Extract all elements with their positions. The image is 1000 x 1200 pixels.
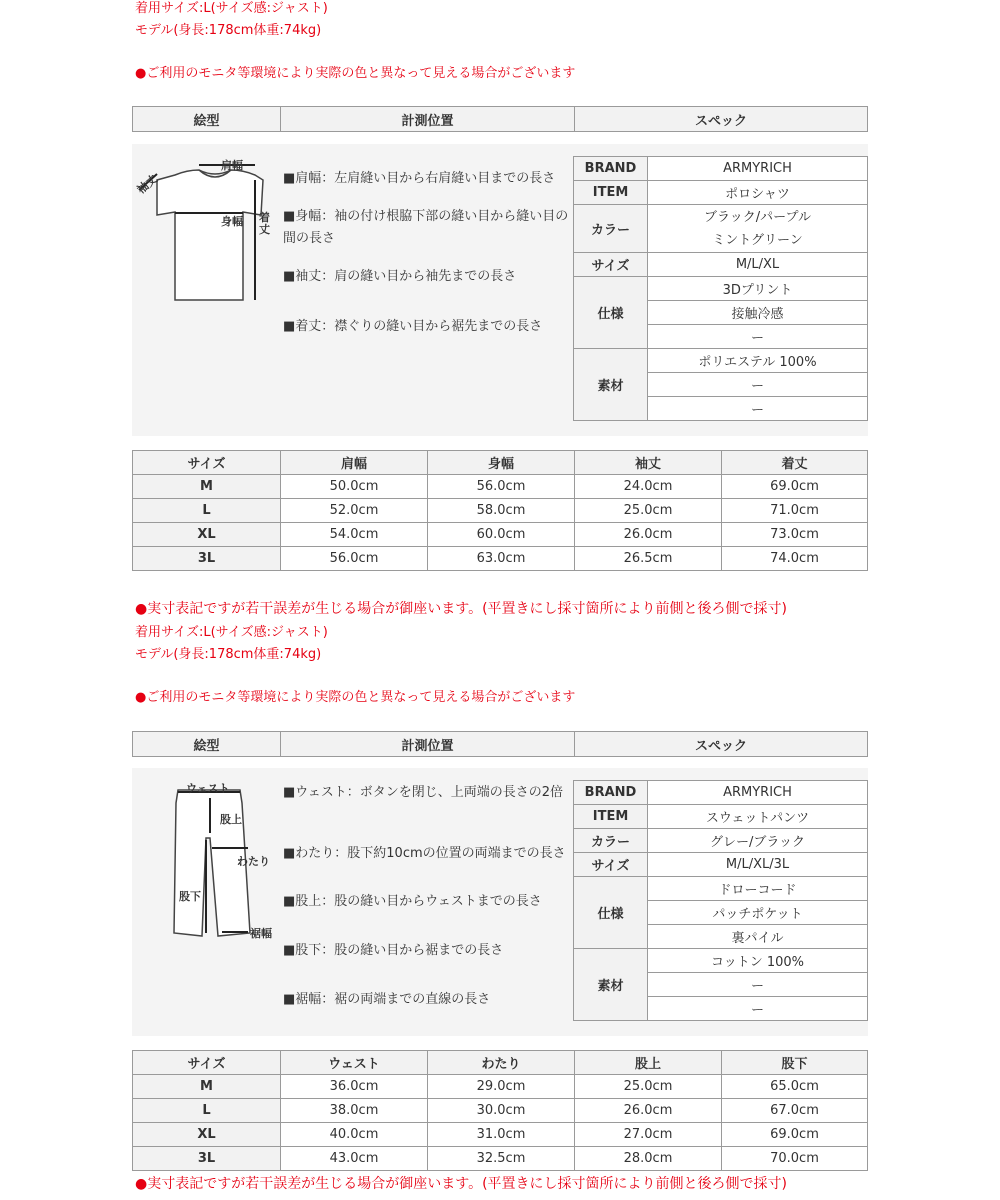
size-cell: 56.0cm <box>281 547 428 571</box>
spec-material-3: ー <box>648 997 868 1021</box>
header-illustration: 絵型 <box>133 732 281 757</box>
size-cell: 69.0cm <box>722 1123 868 1147</box>
size-cell: 58.0cm <box>428 499 575 523</box>
spec-feature-1: 3Dプリント <box>648 277 868 301</box>
spec-feature-3: ー <box>648 325 868 349</box>
pants-header-table <box>132 731 868 757</box>
color-disclaimer: ●ご利用のモニタ等環境により実際の色と異なって見える場合がございます <box>135 66 576 81</box>
spec-color-1: ブラック/パープル <box>704 209 811 225</box>
size-header: 股上 <box>575 1051 722 1075</box>
shirt-spec-table <box>573 156 868 421</box>
color-disclaimer: ●ご利用のモニタ等環境により実際の色と異なって見える場合がございます <box>135 690 576 705</box>
size-header: 袖丈 <box>575 451 722 475</box>
label-length: 着丈 <box>259 211 270 236</box>
spec-feature-key: 仕様 <box>574 277 648 349</box>
spec-feature-key: 仕様 <box>574 877 648 949</box>
size-cell: 69.0cm <box>722 475 868 499</box>
label-waist: ウェスト <box>186 782 230 795</box>
size-cell: 26.0cm <box>575 523 722 547</box>
size-label: 3L <box>133 1147 281 1171</box>
size-cell: 54.0cm <box>281 523 428 547</box>
measure-length: ■着丈：襟ぐりの縫い目から裾先までの長さ <box>283 319 543 334</box>
tshirt-illustration <box>135 150 270 310</box>
size-cell: 60.0cm <box>428 523 575 547</box>
spec-item-key: ITEM <box>574 181 648 205</box>
table-row <box>133 1123 868 1147</box>
model-note: モデル(身長:178cm体重:74kg) <box>135 23 322 38</box>
table-row <box>133 1099 868 1123</box>
measure-rise: ■股上：股の縫い目からウェストまでの長さ <box>283 894 542 909</box>
shirt-size-table <box>132 450 868 571</box>
size-cell: 25.0cm <box>575 1075 722 1099</box>
spec-material-2: ー <box>648 973 868 997</box>
size-label: M <box>133 475 281 499</box>
spec-material-1: コットン 100% <box>648 949 868 973</box>
spec-material-2: ー <box>648 373 868 397</box>
spec-item-key: ITEM <box>574 805 648 829</box>
size-cell: 26.0cm <box>575 1099 722 1123</box>
size-cell: 65.0cm <box>722 1075 868 1099</box>
table-row <box>133 547 868 571</box>
size-cell: 56.0cm <box>428 475 575 499</box>
spec-item-value: スウェットパンツ <box>648 805 868 829</box>
size-cell: 32.5cm <box>428 1147 575 1171</box>
measure-thigh: ■わたり：股下約10cmの位置の両端までの長さ <box>283 846 566 861</box>
spec-material-1: ポリエステル 100% <box>648 349 868 373</box>
size-header: サイズ <box>133 451 281 475</box>
header-spec: スペック <box>575 732 868 757</box>
size-header: 肩幅 <box>281 451 428 475</box>
spec-brand-key: BRAND <box>574 157 648 181</box>
size-label: L <box>133 499 281 523</box>
spec-feature-3: 裏パイル <box>648 925 868 949</box>
size-cell: 63.0cm <box>428 547 575 571</box>
fit-size-note: 着用サイズ:L(サイズ感:ジャスト) <box>135 625 328 640</box>
size-label: XL <box>133 1123 281 1147</box>
spec-material-key: 素材 <box>574 349 648 421</box>
header-illustration: 絵型 <box>133 107 281 132</box>
spec-color-2: ミントグリーン <box>712 232 803 248</box>
error-disclaimer: ●実寸表記ですが若干誤差が生じる場合が御座います。(平置きにし採寸箇所により前側と後ろ側で採寸) <box>135 601 788 617</box>
measure-body: ■身幅：袖の付け根脇下部の縫い目から縫い目の間の長さ <box>283 209 569 246</box>
size-cell: 28.0cm <box>575 1147 722 1171</box>
size-header: サイズ <box>133 1051 281 1075</box>
size-cell: 30.0cm <box>428 1099 575 1123</box>
model-note: モデル(身長:178cm体重:74kg) <box>135 647 322 662</box>
label-hem: 裾幅 <box>250 927 272 940</box>
error-disclaimer: ●実寸表記ですが若干誤差が生じる場合が御座います。(平置きにし採寸箇所により前側と後ろ側で採寸) <box>135 1176 788 1192</box>
measure-inseam: ■股下：股の縫い目から裾までの長さ <box>283 943 504 958</box>
size-header: わたり <box>428 1051 575 1075</box>
size-cell: 36.0cm <box>281 1075 428 1099</box>
label-inseam: 股下 <box>179 890 201 903</box>
label-thigh: わたり <box>237 855 270 868</box>
table-row <box>133 499 868 523</box>
spec-color-value <box>648 205 868 253</box>
spec-color-key: カラー <box>574 205 648 253</box>
size-cell: 25.0cm <box>575 499 722 523</box>
table-row <box>133 475 868 499</box>
header-measure: 計測位置 <box>281 107 575 132</box>
size-label: L <box>133 1099 281 1123</box>
spec-feature-2: パッチポケット <box>648 901 868 925</box>
measure-sleeve: ■袖丈：肩の縫い目から袖先までの長さ <box>283 269 517 284</box>
size-header: 着丈 <box>722 451 868 475</box>
spec-item-value: ポロシャツ <box>648 181 868 205</box>
table-row <box>133 1147 868 1171</box>
pants-size-table <box>132 1050 868 1171</box>
size-label: XL <box>133 523 281 547</box>
size-cell: 26.5cm <box>575 547 722 571</box>
size-cell: 71.0cm <box>722 499 868 523</box>
spec-color-value: グレー/ブラック <box>648 829 868 853</box>
label-rise: 股上 <box>220 813 242 826</box>
label-sleeve: 袖丈 <box>134 172 160 197</box>
size-header: 股下 <box>722 1051 868 1075</box>
spec-brand-key: BRAND <box>574 781 648 805</box>
spec-size-value: M/L/XL <box>648 253 868 277</box>
size-cell: 38.0cm <box>281 1099 428 1123</box>
size-cell: 70.0cm <box>722 1147 868 1171</box>
size-header: 身幅 <box>428 451 575 475</box>
size-header: ウェスト <box>281 1051 428 1075</box>
spec-material-3: ー <box>648 397 868 421</box>
header-measure: 計測位置 <box>281 732 575 757</box>
shirt-header-table <box>132 106 868 132</box>
spec-size-value: M/L/XL/3L <box>648 853 868 877</box>
label-shoulder: 肩幅 <box>221 159 243 172</box>
spec-material-key: 素材 <box>574 949 648 1021</box>
spec-brand-value: ARMYRICH <box>648 781 868 805</box>
size-cell: 29.0cm <box>428 1075 575 1099</box>
measure-shoulder: ■肩幅：左肩縫い目から右肩縫い目までの長さ <box>283 171 556 186</box>
size-cell: 50.0cm <box>281 475 428 499</box>
spec-brand-value: ARMYRICH <box>648 157 868 181</box>
size-cell: 67.0cm <box>722 1099 868 1123</box>
header-spec: スペック <box>575 107 868 132</box>
spec-size-key: サイズ <box>574 253 648 277</box>
size-cell: 74.0cm <box>722 547 868 571</box>
pants-spec-table <box>573 780 868 1021</box>
size-label: 3L <box>133 547 281 571</box>
size-cell: 73.0cm <box>722 523 868 547</box>
size-cell: 24.0cm <box>575 475 722 499</box>
size-label: M <box>133 1075 281 1099</box>
measure-waist: ■ウェスト：ボタンを閉じ、上両端の長さの2倍 <box>283 785 564 800</box>
table-row <box>133 523 868 547</box>
size-cell: 43.0cm <box>281 1147 428 1171</box>
measure-hem: ■裾幅：裾の両端までの直線の長さ <box>283 992 491 1007</box>
spec-size-key: サイズ <box>574 853 648 877</box>
spec-feature-1: ドローコード <box>648 877 868 901</box>
size-cell: 31.0cm <box>428 1123 575 1147</box>
fit-size-note: 着用サイズ:L(サイズ感:ジャスト) <box>135 1 328 16</box>
spec-color-key: カラー <box>574 829 648 853</box>
size-cell: 52.0cm <box>281 499 428 523</box>
size-cell: 27.0cm <box>575 1123 722 1147</box>
spec-feature-2: 接触冷感 <box>648 301 868 325</box>
table-row <box>133 1075 868 1099</box>
size-cell: 40.0cm <box>281 1123 428 1147</box>
label-body: 身幅 <box>221 215 243 228</box>
